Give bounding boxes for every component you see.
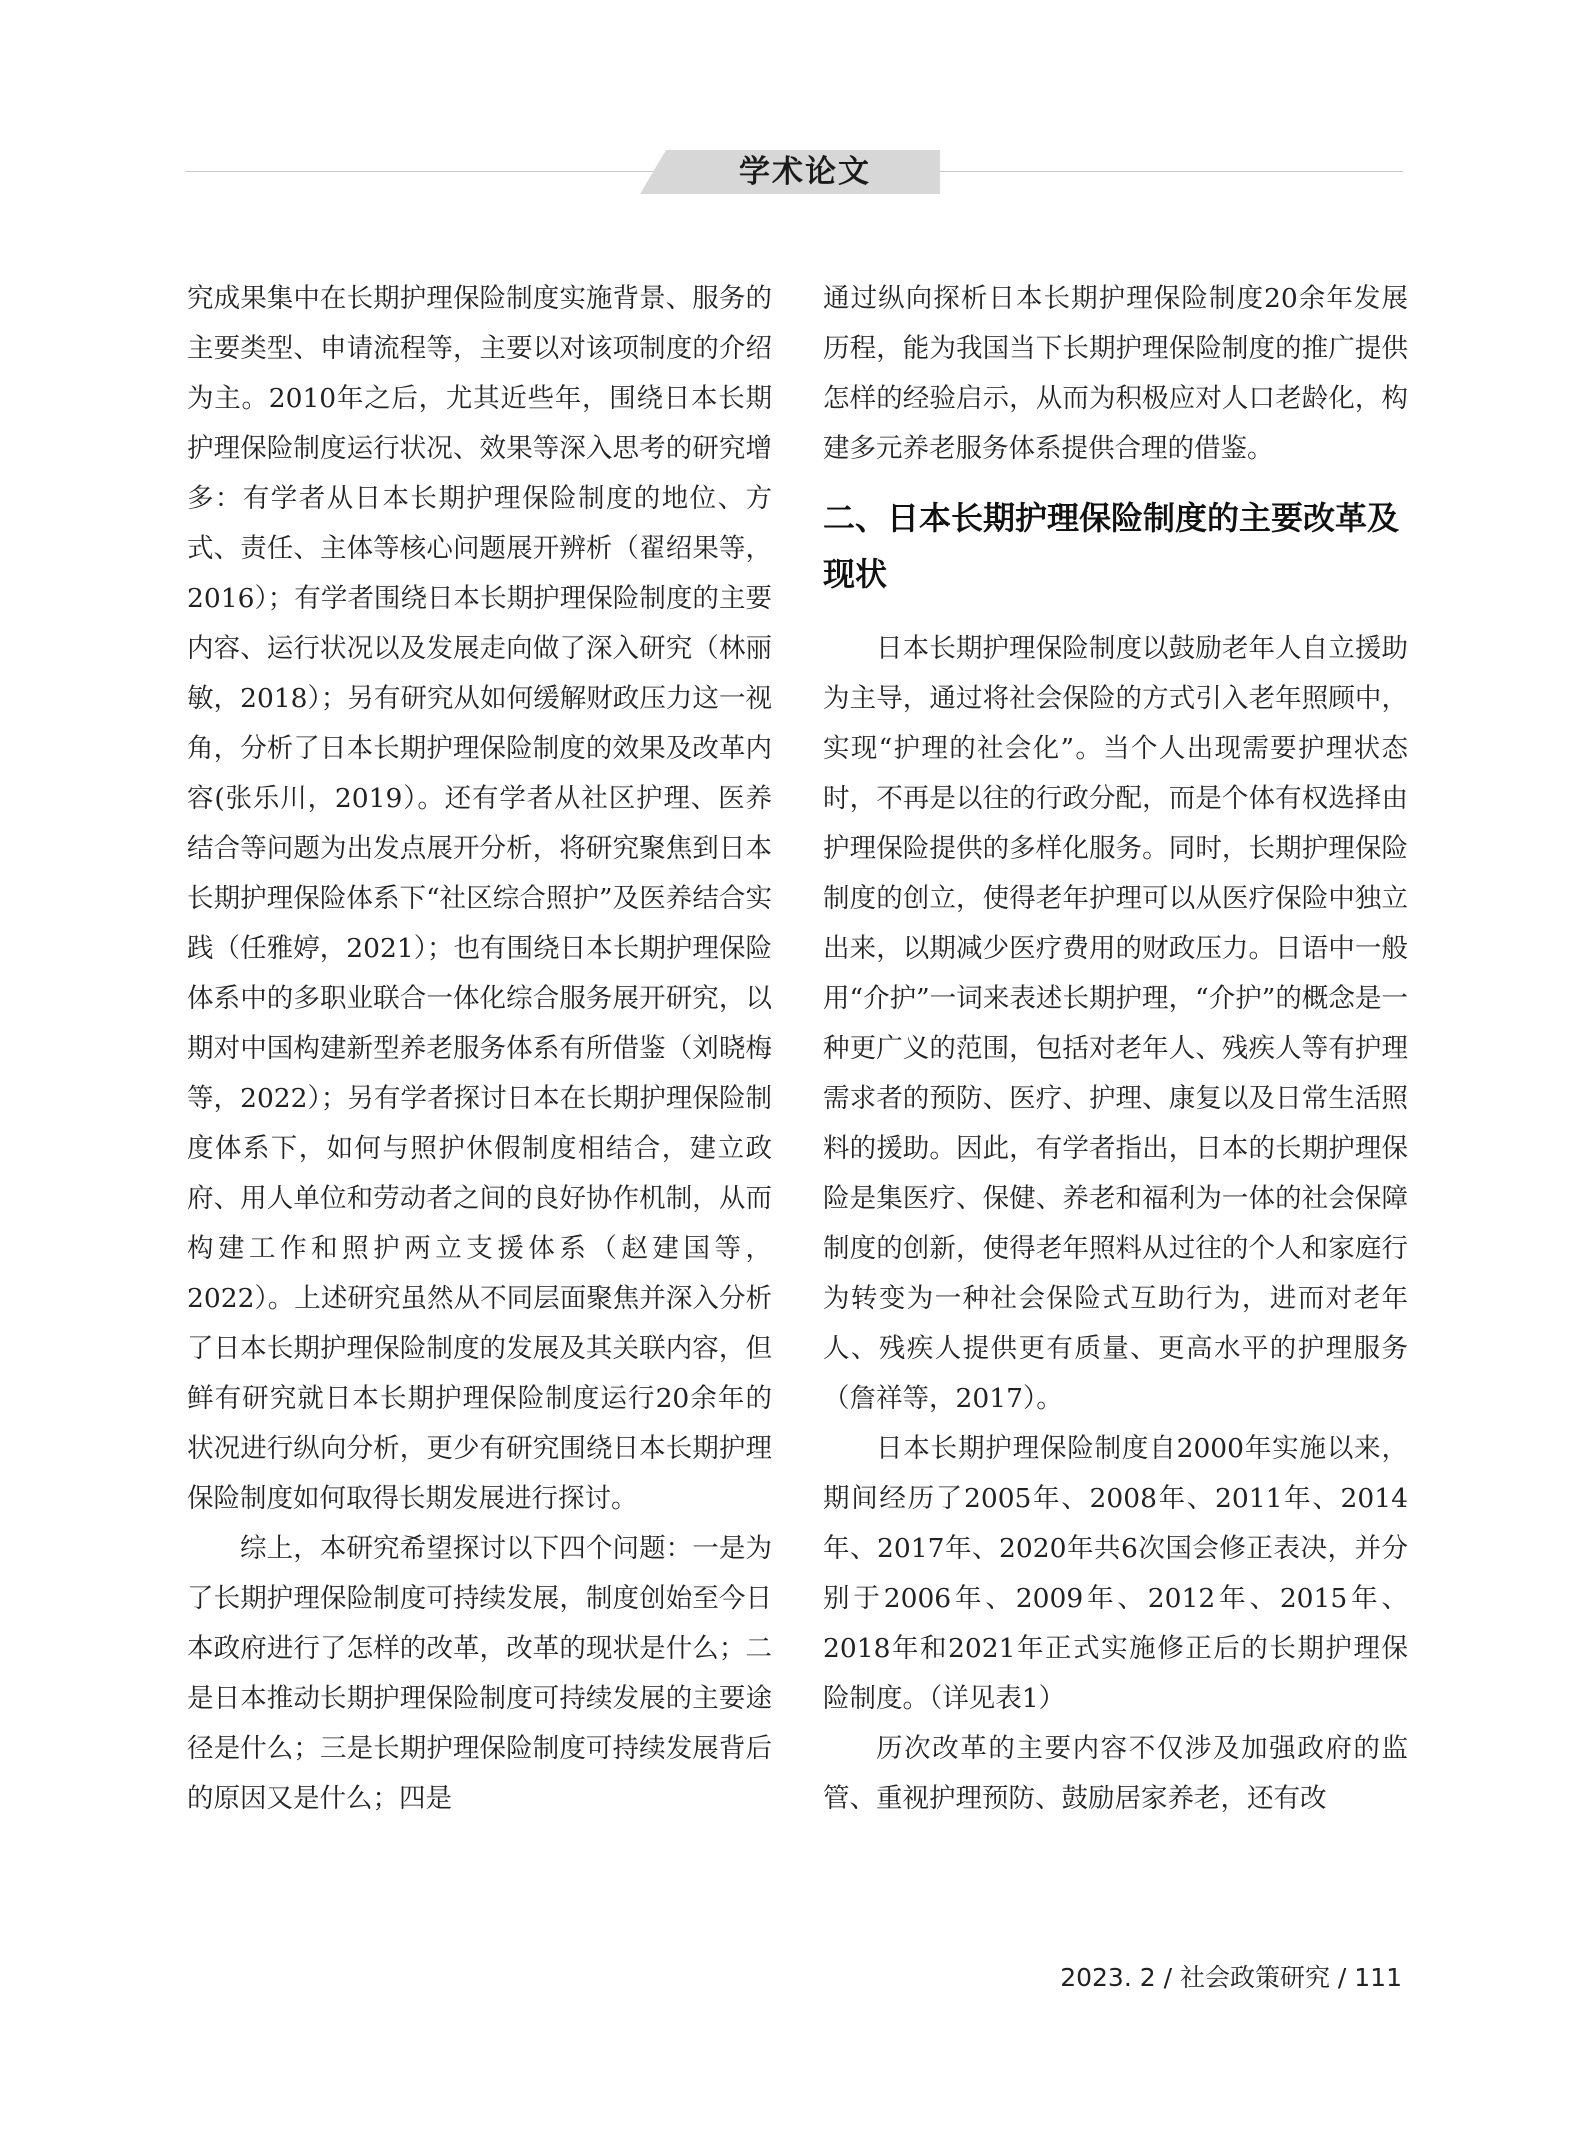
body-paragraph: 历次改革的主要内容不仅涉及加强政府的监管、重视护理预防、鼓励居家养老，还有改 — [823, 1733, 1408, 1814]
body-paragraph: 究成果集中在长期护理保险制度实施背景、服务的主要类型、申请流程等，主要以对该项制度的介绍为主。2010年之后，尤其近些年，围绕日本长期护理保险制度运行状况、效果等深入思考的研究增多：有学者从日本长期护理保险制度的地位、方式、责任、主体等核心问题展开辨析（翟绍果等，2016）；有学者围绕日本长期护理保险制度的主要内容、运行状况以及发展走向做了深入研究（林丽敏，2018）；另有研究从如何缓解财政压力这一视角，分析了日本长期护理保险制度的效果及改革内容(张乐川，2019）。还有学者从社区护理、医养结合等问题为出发点展开分析，将研究聚焦到日本长期护理保险体系下“社区综合照护”及医养结合实践（任雅婷，2021）；也有围绕日本长期护理保险体系中的多职业联合一体化综合服务展开研究，以期对中国构建新型养老服务体系有所借鉴（刘晓梅等，2022）；另有学者探讨日本在长期护理保险制度体系下，如何与照护休假制度相结合，建立政府、用人单位和劳动者之间的良好协作机制，从而构建工作和照护两立支援体系（赵建国等，2022）。上述研究虽然从不同层面聚焦并深入分析了日本长期护理保险制度的发展及其关联内容，但鲜有研究就日本长期护理保险制度运行20余年的状况进行纵向分析，更少有研究围绕日本长期护理保险制度如何取得长期发展进行探讨。 — [187, 283, 772, 1514]
page-footer: 2023. 2 / 社会政策研究 / 111 — [1060, 1963, 1402, 1992]
body-paragraph: 日本长期护理保险制度自2000年实施以来，期间经历了2005年、2008年、2011年、2014年、2017年、2020年共6次国会修正表决，并分别于2006年、2009年、2012年、2015年、2018年和2021年正式实施修正后的长期护理保险制度。（详见表1） — [823, 1433, 1408, 1714]
body-paragraph: 综上，本研究希望探讨以下四个问题：一是为了长期护理保险制度可持续发展，制度创始至今日本政府进行了怎样的改革，改革的现状是什么；二是日本推动长期护理保险制度可持续发展的主要途径是什么；三是长期护理保险制度可持续发展背后的原因又是什么；四是 — [187, 1533, 772, 1814]
section-heading: 二、日本长期护理保险制度的主要改革及现状 — [823, 499, 1400, 593]
body-paragraph: 通过纵向探析日本长期护理保险制度20余年发展历程，能为我国当下长期护理保险制度的推广提供怎样的经验启示，从而为积极应对人口老龄化，构建多元养老服务体系提供合理的借鉴。 — [823, 283, 1408, 464]
right-column — [823, 274, 1408, 1824]
left-column — [187, 274, 772, 1824]
section-label: 学术论文 — [739, 154, 871, 190]
body-paragraph: 日本长期护理保险制度以鼓励老年人自立援助为主导，通过将社会保险的方式引入老年照顾中，实现“护理的社会化”。当个人出现需要护理状态时，不再是以往的行政分配，而是个体有权选择由护理保险提供的多样化服务。同时，长期护理保险制度的创立，使得老年护理可以从医疗保险中独立出来，以期减少医疗费用的财政压力。日语中一般用“介护”一词来表述长期护理，“介护”的概念是一种更广义的范围，包括对老年人、残疾人等有护理需求者的预防、医疗、护理、康复以及日常生活照料的援助。因此，有学者指出，日本的长期护理保险是集医疗、保健、养老和福利为一体的社会保障制度的创新，使得老年照料从过往的个人和家庭行为转变为一种社会保险式互助行为，进而对老年人、残疾人提供更有质量、更高水平的护理服务（詹祥等，2017）。 — [823, 633, 1408, 1414]
